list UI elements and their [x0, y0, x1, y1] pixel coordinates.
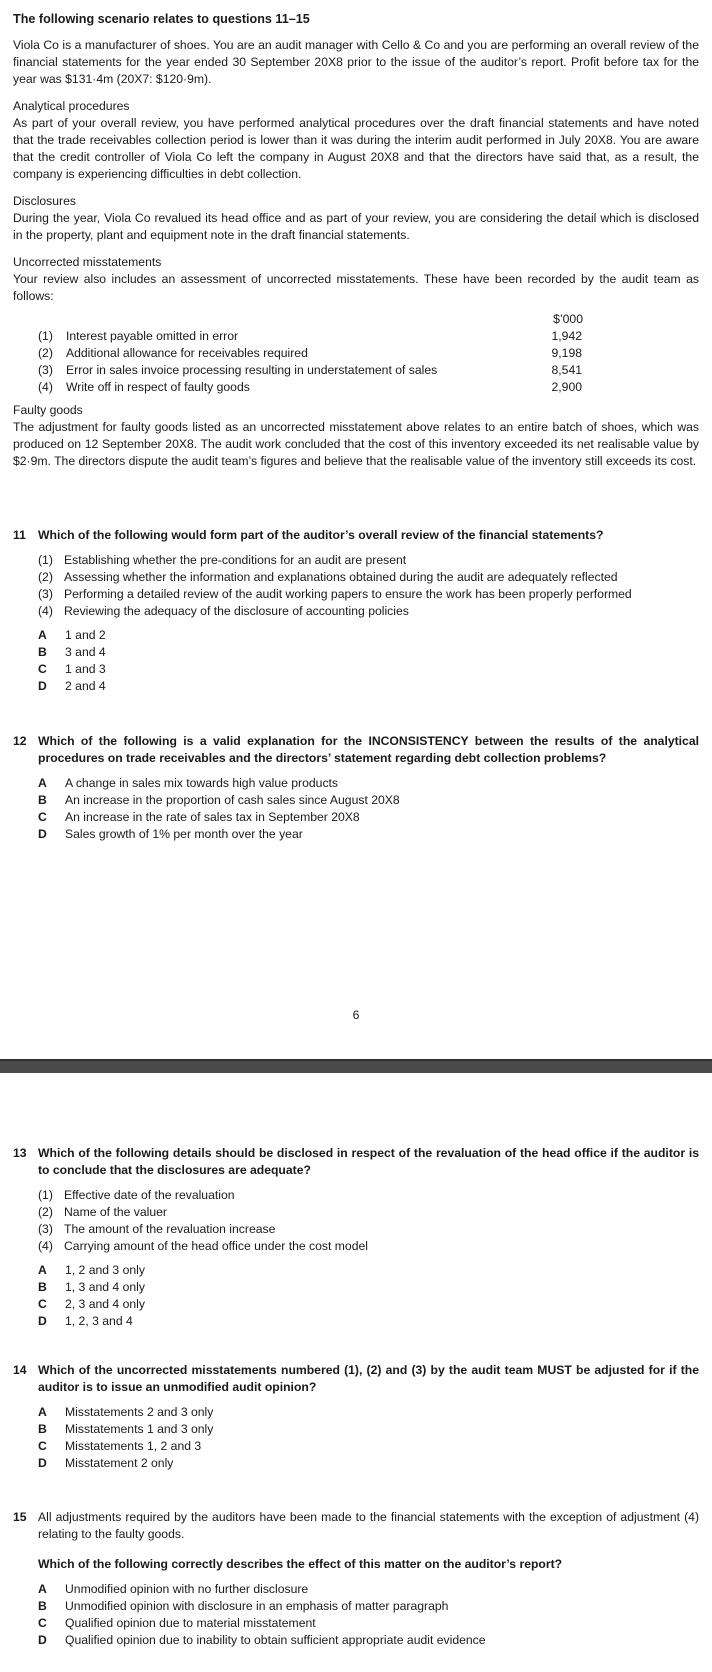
list-item: (1) Effective date of the revaluation	[38, 1188, 235, 1202]
list-item: (3) The amount of the revaluation increase	[38, 1222, 276, 1236]
answer-option-d[interactable]: D Misstatement 2 only	[38, 1456, 174, 1470]
answer-option-b[interactable]: B 3 and 4	[38, 645, 106, 659]
uncorrected-heading: Uncorrected misstatements	[13, 255, 162, 269]
list-item: (3) Performing a detailed review of the audit working papers to ensure the work has been properly performed	[38, 587, 632, 601]
answer-options	[38, 1581, 699, 1649]
misstatements-table	[13, 328, 699, 396]
question-text: Which of the uncorrected misstatements numbered (1), (2) and (3) by the audit team MUST be adjusted for if the auditor is to issue an unmodified audit opinion?	[38, 1363, 699, 1394]
question-text: Which of the following is a valid explanation for the INCONSISTENCY between the results of the analytical procedures on trade receivables and the directors’ statement regarding debt collection problems?	[38, 734, 699, 765]
scenario-section	[13, 11, 699, 470]
answer-option-d[interactable]: D 2 and 4	[38, 679, 106, 693]
uncorrected-text: Your review also includes an assessment of uncorrected misstatements. These have been recorded by the audit team as follows:	[13, 272, 699, 303]
disclosures-text: During the year, Viola Co revalued its head office and as part of your review, you are considering the detail which is disclosed in the property, plant and equipment note in the draft financial statements.	[13, 211, 699, 242]
question-number: 12	[13, 734, 27, 748]
question-11	[13, 527, 699, 695]
answer-option-a[interactable]: A A change in sales mix towards high value products	[38, 776, 339, 790]
statement-list	[38, 552, 699, 620]
table-row: (4) Write off in respect of faulty goods 2,900	[38, 380, 582, 394]
answer-option-b[interactable]: B Unmodified opinion with disclosure in an emphasis of matter paragraph	[38, 1599, 449, 1613]
answer-option-d[interactable]: D Sales growth of 1% per month over the year	[38, 827, 303, 841]
answer-option-c[interactable]: C 1 and 3	[38, 662, 106, 676]
list-item: (2) Name of the valuer	[38, 1205, 167, 1219]
answer-option-d[interactable]: D 1, 2, 3 and 4	[38, 1314, 133, 1328]
analytical-heading: Analytical procedures	[13, 99, 130, 113]
question-number: 14	[13, 1363, 27, 1377]
question-number: 15	[13, 1510, 27, 1524]
answer-option-c[interactable]: C 2, 3 and 4 only	[38, 1297, 145, 1311]
answer-options	[38, 627, 699, 695]
list-item: (2) Assessing whether the information and explanations obtained during the audit are adequately reflected	[38, 570, 618, 584]
question-15	[13, 1509, 699, 1649]
answer-option-b[interactable]: B Misstatements 1 and 3 only	[38, 1422, 214, 1436]
answer-options	[38, 775, 699, 843]
faulty-text: The adjustment for faulty goods listed as an uncorrected misstatement above relates to an entire batch of shoes, which was produced on 12 September 20X8. The audit work concluded that the cost of this inventory exceeded its net realisable value by $2·9m. The directors dispute the audit team’s figures and believe that the realisable value of the inventory still exceeds its cost.	[13, 420, 699, 468]
answer-option-a[interactable]: A Misstatements 2 and 3 only	[38, 1405, 214, 1419]
question-12	[13, 733, 699, 843]
answer-options	[38, 1404, 699, 1472]
statement-list	[38, 1187, 699, 1255]
analytical-text: As part of your overall review, you have performed analytical procedures over the draft financial statements and have noted that the trade receivables collection period is lower than it was during the interim audit performed in July 20X8. You are aware that the credit controller of Viola Co left the company in August 20X8 and that the directors have said that, as a result, the company is experiencing difficulties in debt collection.	[13, 116, 699, 181]
list-item: (4) Reviewing the adequacy of the disclosure of accounting policies	[38, 604, 409, 618]
answer-option-c[interactable]: C Qualified opinion due to material misstatement	[38, 1616, 316, 1630]
question-intro: All adjustments required by the auditors have been made to the financial statements with the exception of adjustment (4) relating to the faulty goods.	[38, 1510, 699, 1541]
question-13	[13, 1145, 699, 1330]
answer-option-b[interactable]: B 1, 3 and 4 only	[38, 1280, 145, 1294]
answer-options	[38, 1262, 699, 1330]
answer-option-c[interactable]: C Misstatements 1, 2 and 3	[38, 1439, 202, 1453]
page-2	[0, 1059, 712, 1672]
scenario-intro: Viola Co is a manufacturer of shoes. You are an audit manager with Cello & Co and you are performing an overall review of the financial statements for the year ended 30 September 20X8 prior to the issue of the auditor’s report. Profit before tax for the year was $131·4m (20X7: $120·9m).	[13, 38, 699, 86]
scenario-title: The following scenario relates to questions 11–15	[13, 12, 310, 26]
table-row: (1) Interest payable omitted in error 1,942	[38, 329, 582, 343]
list-item: (1) Establishing whether the pre-conditions for an audit are present	[38, 553, 407, 567]
answer-option-b[interactable]: B An increase in the proportion of cash sales since August 20X8	[38, 793, 400, 807]
answer-option-a[interactable]: A Unmodified opinion with no further disclosure	[38, 1582, 309, 1596]
page-number: 6	[352, 1008, 360, 1022]
question-number: 11	[13, 528, 26, 542]
faulty-heading: Faulty goods	[13, 403, 83, 417]
question-text: Which of the following details should be disclosed in respect of the revaluation of the head office if the auditor is to conclude that the disclosures are adequate?	[38, 1146, 699, 1177]
question-text: Which of the following would form part of the auditor’s overall review of the financial statements?	[38, 528, 604, 542]
list-item: (4) Carrying amount of the head office under the cost model	[38, 1239, 368, 1253]
question-number: 13	[13, 1146, 27, 1160]
answer-option-a[interactable]: A 1 and 2	[38, 628, 106, 642]
table-row: (2) Additional allowance for receivables required 9,198	[38, 346, 582, 360]
disclosures-heading: Disclosures	[13, 194, 76, 208]
answer-option-d[interactable]: D Qualified opinion due to inability to obtain sufficient appropriate audit evidence	[38, 1633, 486, 1647]
answer-option-a[interactable]: A 1, 2 and 3 only	[38, 1263, 145, 1277]
answer-option-c[interactable]: C An increase in the rate of sales tax in September 20X8	[38, 810, 360, 824]
table-row: (3) Error in sales invoice processing resulting in understatement of sales 8,541	[38, 363, 582, 377]
question-text: Which of the following correctly describes the effect of this matter on the auditor’s report?	[38, 1557, 563, 1571]
question-14	[13, 1362, 699, 1472]
misstatements-unit: $’000	[553, 312, 583, 326]
